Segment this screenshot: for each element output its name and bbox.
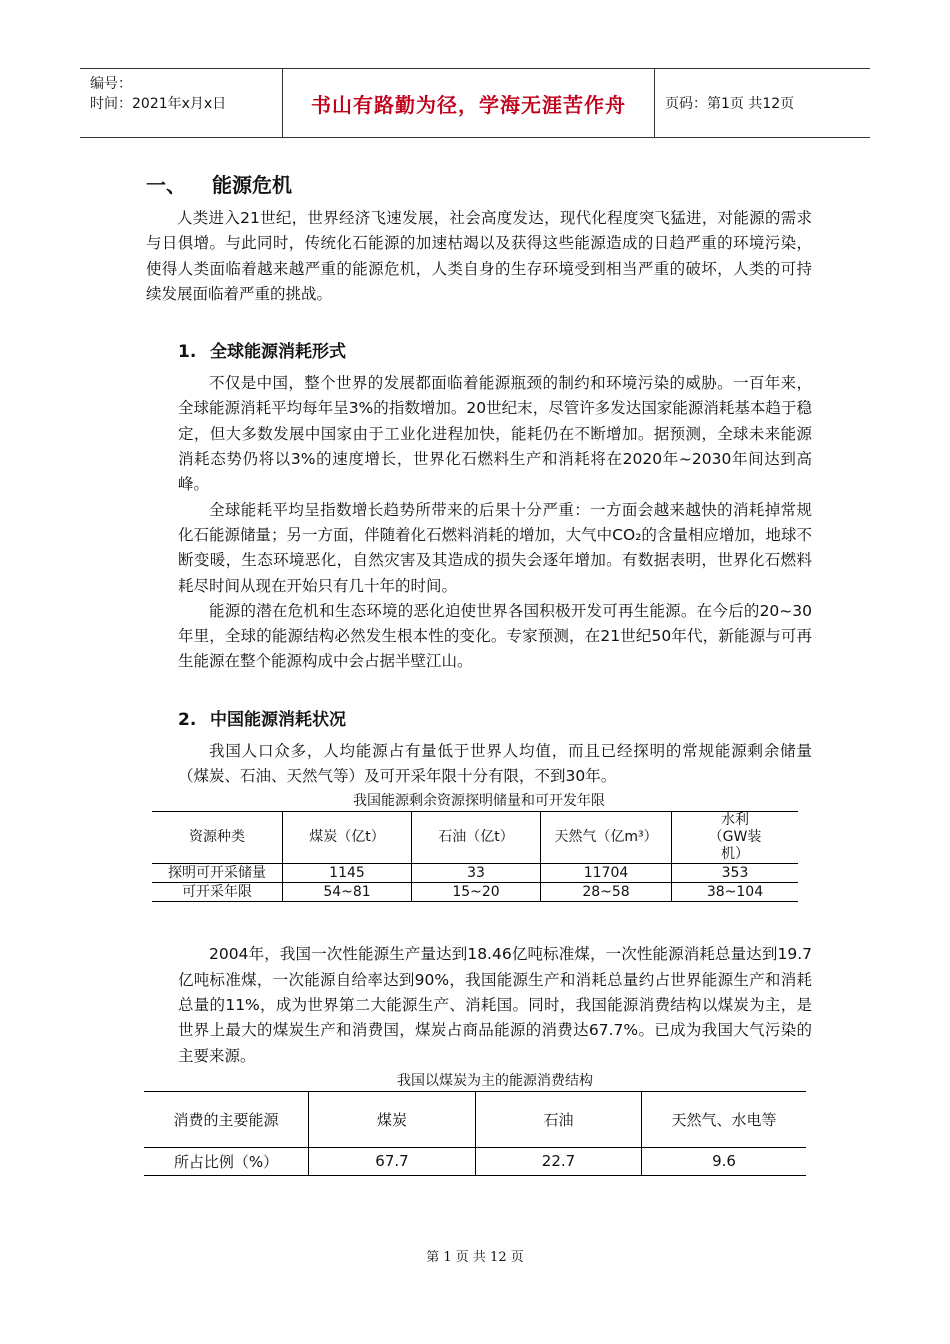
table-cell: 38~104 xyxy=(672,883,799,902)
document-body xyxy=(146,168,812,1176)
table-cell: 探明可开采储量 xyxy=(152,864,283,883)
reserves-table xyxy=(152,811,798,902)
table-header-row xyxy=(144,1091,806,1147)
table-cell: 11704 xyxy=(541,864,672,883)
table-cell: 22.7 xyxy=(476,1147,642,1175)
global-paragraph-1: 不仅是中国，整个世界的发展都面临着能源瓶颈的制约和环境污染的威胁。一百年来，全球能源消耗平均每年呈3%的指数增加。20世纪末，尽管许多发达国家能源消耗基本趋于稳定，但大多数发展中国家由于工业化进程加快，能耗仍在不断增加。据预测，全球未来能源消耗态势仍将以3%的速度增长，世界化石燃料生产和消耗将在2020年~2030年间达到高峰。 xyxy=(178,374,812,494)
section-heading xyxy=(146,168,812,202)
table-header-cell: 石油 xyxy=(476,1091,642,1147)
table-cell: 所占比例（%） xyxy=(144,1147,309,1175)
table-cell: 28~58 xyxy=(541,883,672,902)
table-cell: 67.7 xyxy=(309,1147,476,1175)
china-paragraph-2: 2004年，我国一次性能源生产量达到18.46亿吨标准煤，一次性能源消耗总量达到19.7亿吨标准煤，一次能源自给率达到90%，我国能源生产和消耗总量约占世界能源生产和消耗总量的11%，成为世界第二大能源生产、消耗国。同时，我国能源消费结构以煤炭为主，是世界上最大的煤炭生产和消费国，煤炭占商品能源的消费达67.7%。已成为我国大气污染的主要来源。 xyxy=(178,945,812,1065)
header-meta xyxy=(80,69,283,137)
date-label: 时间：2021年x月x日 xyxy=(90,96,227,112)
china-paragraph-1: 我国人口众多，人均能源占有量低于世界人均值，而且已经探明的常规能源剩余储量（煤炭、石油、天然气等）及可开采年限十分有限，不到30年。 xyxy=(178,741,812,786)
subsection-title: 中国能源消耗状况 xyxy=(210,709,346,730)
table-header-row xyxy=(152,812,798,864)
header-motto: 书山有路勤为径，学海无涯苦作舟 xyxy=(283,69,655,137)
intro-paragraph: 人类进入21世纪，世界经济飞速发展，社会高度发达，现代化程度突飞猛进，对能源的需求与日俱增。与此同时，传统化石能源的加速枯竭以及获得这些能源造成的日趋严重的环境污染，使得人类面临着越来越严重的能源危机，人类自身的生存环境受到相当严重的破坏，人类的可持续发展面临着严重的挑战。 xyxy=(146,209,812,303)
table-header-cell: 石油（亿t） xyxy=(412,812,541,864)
table-header-cell: 资源种类 xyxy=(152,812,283,864)
table-cell: 33 xyxy=(412,864,541,883)
table1-caption: 我国能源剩余资源探明储量和可开发年限 xyxy=(353,793,605,810)
subsection-heading-china xyxy=(178,707,812,733)
table-cell: 54~81 xyxy=(283,883,412,902)
table-header-cell: 天然气、水电等 xyxy=(642,1091,807,1147)
consumption-table xyxy=(144,1091,806,1176)
table-header-cell: 消费的主要能源 xyxy=(144,1091,309,1147)
table-header-cell: 水利（GW装机） xyxy=(672,812,799,864)
table-header-cell: 煤炭（亿t） xyxy=(283,812,412,864)
page-header xyxy=(80,68,870,138)
header-page-info: 页码：第1页 共12页 xyxy=(665,96,795,112)
subsection-number: 1. xyxy=(178,342,197,363)
table-row xyxy=(152,864,798,883)
table-header-cell: 天然气（亿m³） xyxy=(541,812,672,864)
global-paragraph-2: 全球能耗平均呈指数增长趋势所带来的后果十分严重：一方面会越来越快的消耗掉常规化石能源储量；另一方面，伴随着化石燃料消耗的增加，大气中CO₂的含量相应增加，地球不断变暖，生态环境恶化，自然灾害及其造成的损失会逐年增加。有数据表明，世界化石燃料耗尽时间从现在开始只有几十年的时间。 xyxy=(178,500,812,595)
section-title: 能源危机 xyxy=(212,173,292,197)
subsection-heading-global xyxy=(178,339,812,365)
table-cell: 9.6 xyxy=(642,1147,807,1175)
code-label: 编号： xyxy=(90,76,132,92)
section-number: 一、 xyxy=(146,173,186,197)
global-paragraph-3: 能源的潜在危机和生态环境的恶化迫使世界各国积极开发可再生能源。在今后的20~30年里，全球的能源结构必然发生根本性的变化。专家预测，在21世纪50年代，新能源与可再生能源在整个能源构成中会占据半壁江山。 xyxy=(178,601,812,671)
table-cell: 可开采年限 xyxy=(152,883,283,902)
table-cell: 1145 xyxy=(283,864,412,883)
table-cell: 353 xyxy=(672,864,799,883)
subsection-title: 全球能源消耗形式 xyxy=(210,342,346,363)
table-row xyxy=(152,883,798,902)
table-cell: 15~20 xyxy=(412,883,541,902)
table2-caption: 我国以煤炭为主的能源消费结构 xyxy=(397,1072,593,1089)
page-footer: 第 1 页 共 12 页 xyxy=(426,1250,524,1265)
table-row xyxy=(144,1147,806,1175)
subsection-number: 2. xyxy=(178,709,197,730)
table-header-cell: 煤炭 xyxy=(309,1091,476,1147)
